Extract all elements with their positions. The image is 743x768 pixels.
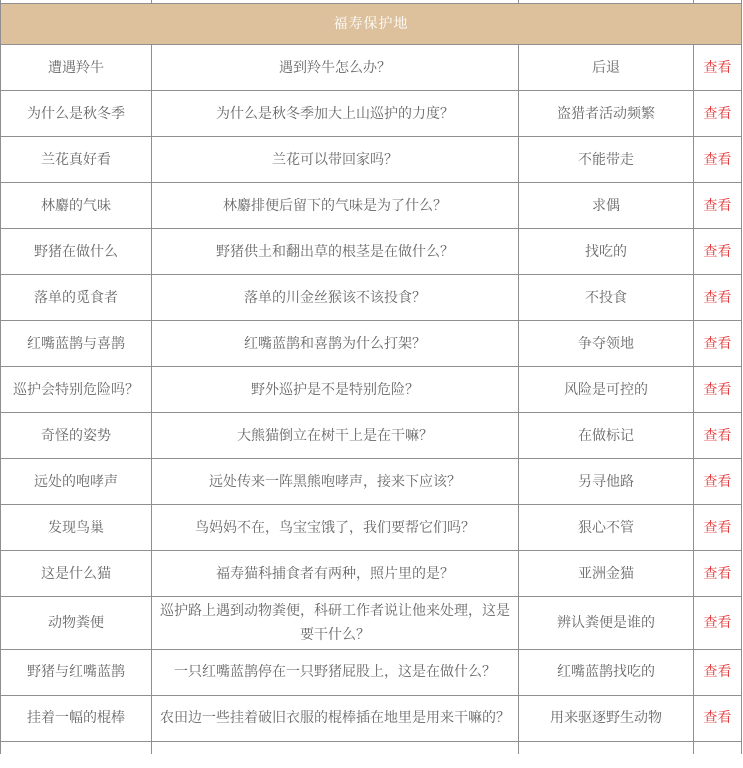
quest-title-cell: 动物粪便	[1, 597, 152, 650]
action-cell	[694, 413, 742, 459]
clipped-next-row	[1, 741, 742, 754]
action-cell	[694, 183, 742, 229]
view-link[interactable]: 查看	[703, 196, 732, 213]
table-row	[1, 321, 742, 367]
view-link[interactable]: 查看	[703, 613, 732, 630]
table-row	[1, 91, 742, 137]
question-cell: 野外巡护是不是特别危险？	[152, 367, 519, 413]
table-row	[1, 45, 742, 91]
quest-title-cell: 挂着一幅的棍棒	[1, 695, 152, 741]
action-cell	[694, 505, 742, 551]
view-link[interactable]: 查看	[703, 380, 732, 397]
table-row	[1, 505, 742, 551]
clipped-cell	[152, 741, 519, 754]
clipped-cell	[519, 741, 694, 754]
table-row	[1, 229, 742, 275]
action-cell	[694, 229, 742, 275]
view-link[interactable]: 查看	[703, 104, 732, 121]
view-link[interactable]: 查看	[703, 518, 732, 535]
action-cell	[694, 275, 742, 321]
question-cell: 野猪供土和翻出草的根茎是在做什么？	[152, 229, 519, 275]
answer-cell: 盗猎者活动频繁	[519, 91, 694, 137]
section-header-row	[1, 4, 742, 45]
answer-cell: 亚洲金猫	[519, 551, 694, 597]
table-row	[1, 183, 742, 229]
action-cell	[694, 597, 742, 650]
section-title: 福寿保护地	[1, 4, 742, 45]
action-cell	[694, 321, 742, 367]
question-cell: 遇到羚牛怎么办？	[152, 45, 519, 91]
action-cell	[694, 551, 742, 597]
answer-cell: 另寻他路	[519, 459, 694, 505]
quest-title-cell: 兰花真好看	[1, 137, 152, 183]
view-link[interactable]: 查看	[703, 663, 732, 680]
question-cell: 落单的川金丝猴该不该投食？	[152, 275, 519, 321]
quest-title-cell: 发现鸟巢	[1, 505, 152, 551]
table-row	[1, 459, 742, 505]
table-row	[1, 367, 742, 413]
question-cell: 远处传来一阵黑熊咆哮声，接来下应该？	[152, 459, 519, 505]
answer-cell: 红嘴蓝鹊找吃的	[519, 649, 694, 695]
answer-cell: 不投食	[519, 275, 694, 321]
question-cell: 兰花可以带回家吗？	[152, 137, 519, 183]
question-cell: 一只红嘴蓝鹊停在一只野猪屁股上，这是在做什么？	[152, 649, 519, 695]
action-cell	[694, 45, 742, 91]
view-link[interactable]: 查看	[703, 426, 732, 443]
quest-title-cell: 林麝的气味	[1, 183, 152, 229]
answer-cell: 辨认粪便是谁的	[519, 597, 694, 650]
table-row	[1, 551, 742, 597]
quest-title-cell: 巡护会特别危险吗？	[1, 367, 152, 413]
answer-cell: 用来驱逐野生动物	[519, 695, 694, 741]
quest-title-cell: 为什么是秋冬季	[1, 91, 152, 137]
answer-cell: 在做标记	[519, 413, 694, 459]
quest-title-cell: 遭遇羚牛	[1, 45, 152, 91]
quest-title-cell: 落单的觅食者	[1, 275, 152, 321]
question-cell: 红嘴蓝鹊和喜鹊为什么打架？	[152, 321, 519, 367]
quest-title-cell: 远处的咆哮声	[1, 459, 152, 505]
question-cell: 农田边一些挂着破旧衣服的棍棒插在地里是用来干嘛的？	[152, 695, 519, 741]
clipped-cell	[1, 741, 152, 754]
answer-cell: 争夺领地	[519, 321, 694, 367]
table-row	[1, 275, 742, 321]
question-cell: 巡护路上遇到动物粪便，科研工作者说让他来处理，这是要干什么？	[152, 597, 519, 650]
action-cell	[694, 367, 742, 413]
quest-title-cell: 野猪在做什么	[1, 229, 152, 275]
question-cell: 大熊猫倒立在树干上是在干嘛？	[152, 413, 519, 459]
quest-title-cell: 红嘴蓝鹊与喜鹊	[1, 321, 152, 367]
table-row	[1, 649, 742, 695]
view-link[interactable]: 查看	[703, 58, 732, 75]
table-row	[1, 137, 742, 183]
answer-cell: 后退	[519, 45, 694, 91]
view-link[interactable]: 查看	[703, 564, 732, 581]
action-cell	[694, 91, 742, 137]
action-cell	[694, 695, 742, 741]
clipped-cell	[694, 741, 742, 754]
answer-cell: 找吃的	[519, 229, 694, 275]
view-link[interactable]: 查看	[703, 150, 732, 167]
table-row	[1, 597, 742, 650]
action-cell	[694, 137, 742, 183]
quest-title-cell: 这是什么猫	[1, 551, 152, 597]
action-cell	[694, 459, 742, 505]
answer-cell: 不能带走	[519, 137, 694, 183]
question-cell: 为什么是秋冬季加大上山巡护的力度？	[152, 91, 519, 137]
view-link[interactable]: 查看	[703, 288, 732, 305]
view-link[interactable]: 查看	[703, 334, 732, 351]
view-link[interactable]: 查看	[703, 709, 732, 726]
quest-title-cell: 野猪与红嘴蓝鹊	[1, 649, 152, 695]
action-cell	[694, 649, 742, 695]
answer-cell: 风险是可控的	[519, 367, 694, 413]
answer-cell: 求偶	[519, 183, 694, 229]
view-link[interactable]: 查看	[703, 242, 732, 259]
question-cell: 福寿猫科捕食者有两种，照片里的是？	[152, 551, 519, 597]
view-link[interactable]: 查看	[703, 472, 732, 489]
question-cell: 林麝排便后留下的气味是为了什么？	[152, 183, 519, 229]
quest-title-cell: 奇怪的姿势	[1, 413, 152, 459]
table-row	[1, 695, 742, 741]
answer-cell: 狠心不管	[519, 505, 694, 551]
table-row	[1, 413, 742, 459]
question-cell: 鸟妈妈不在，鸟宝宝饿了，我们要帮它们吗？	[152, 505, 519, 551]
